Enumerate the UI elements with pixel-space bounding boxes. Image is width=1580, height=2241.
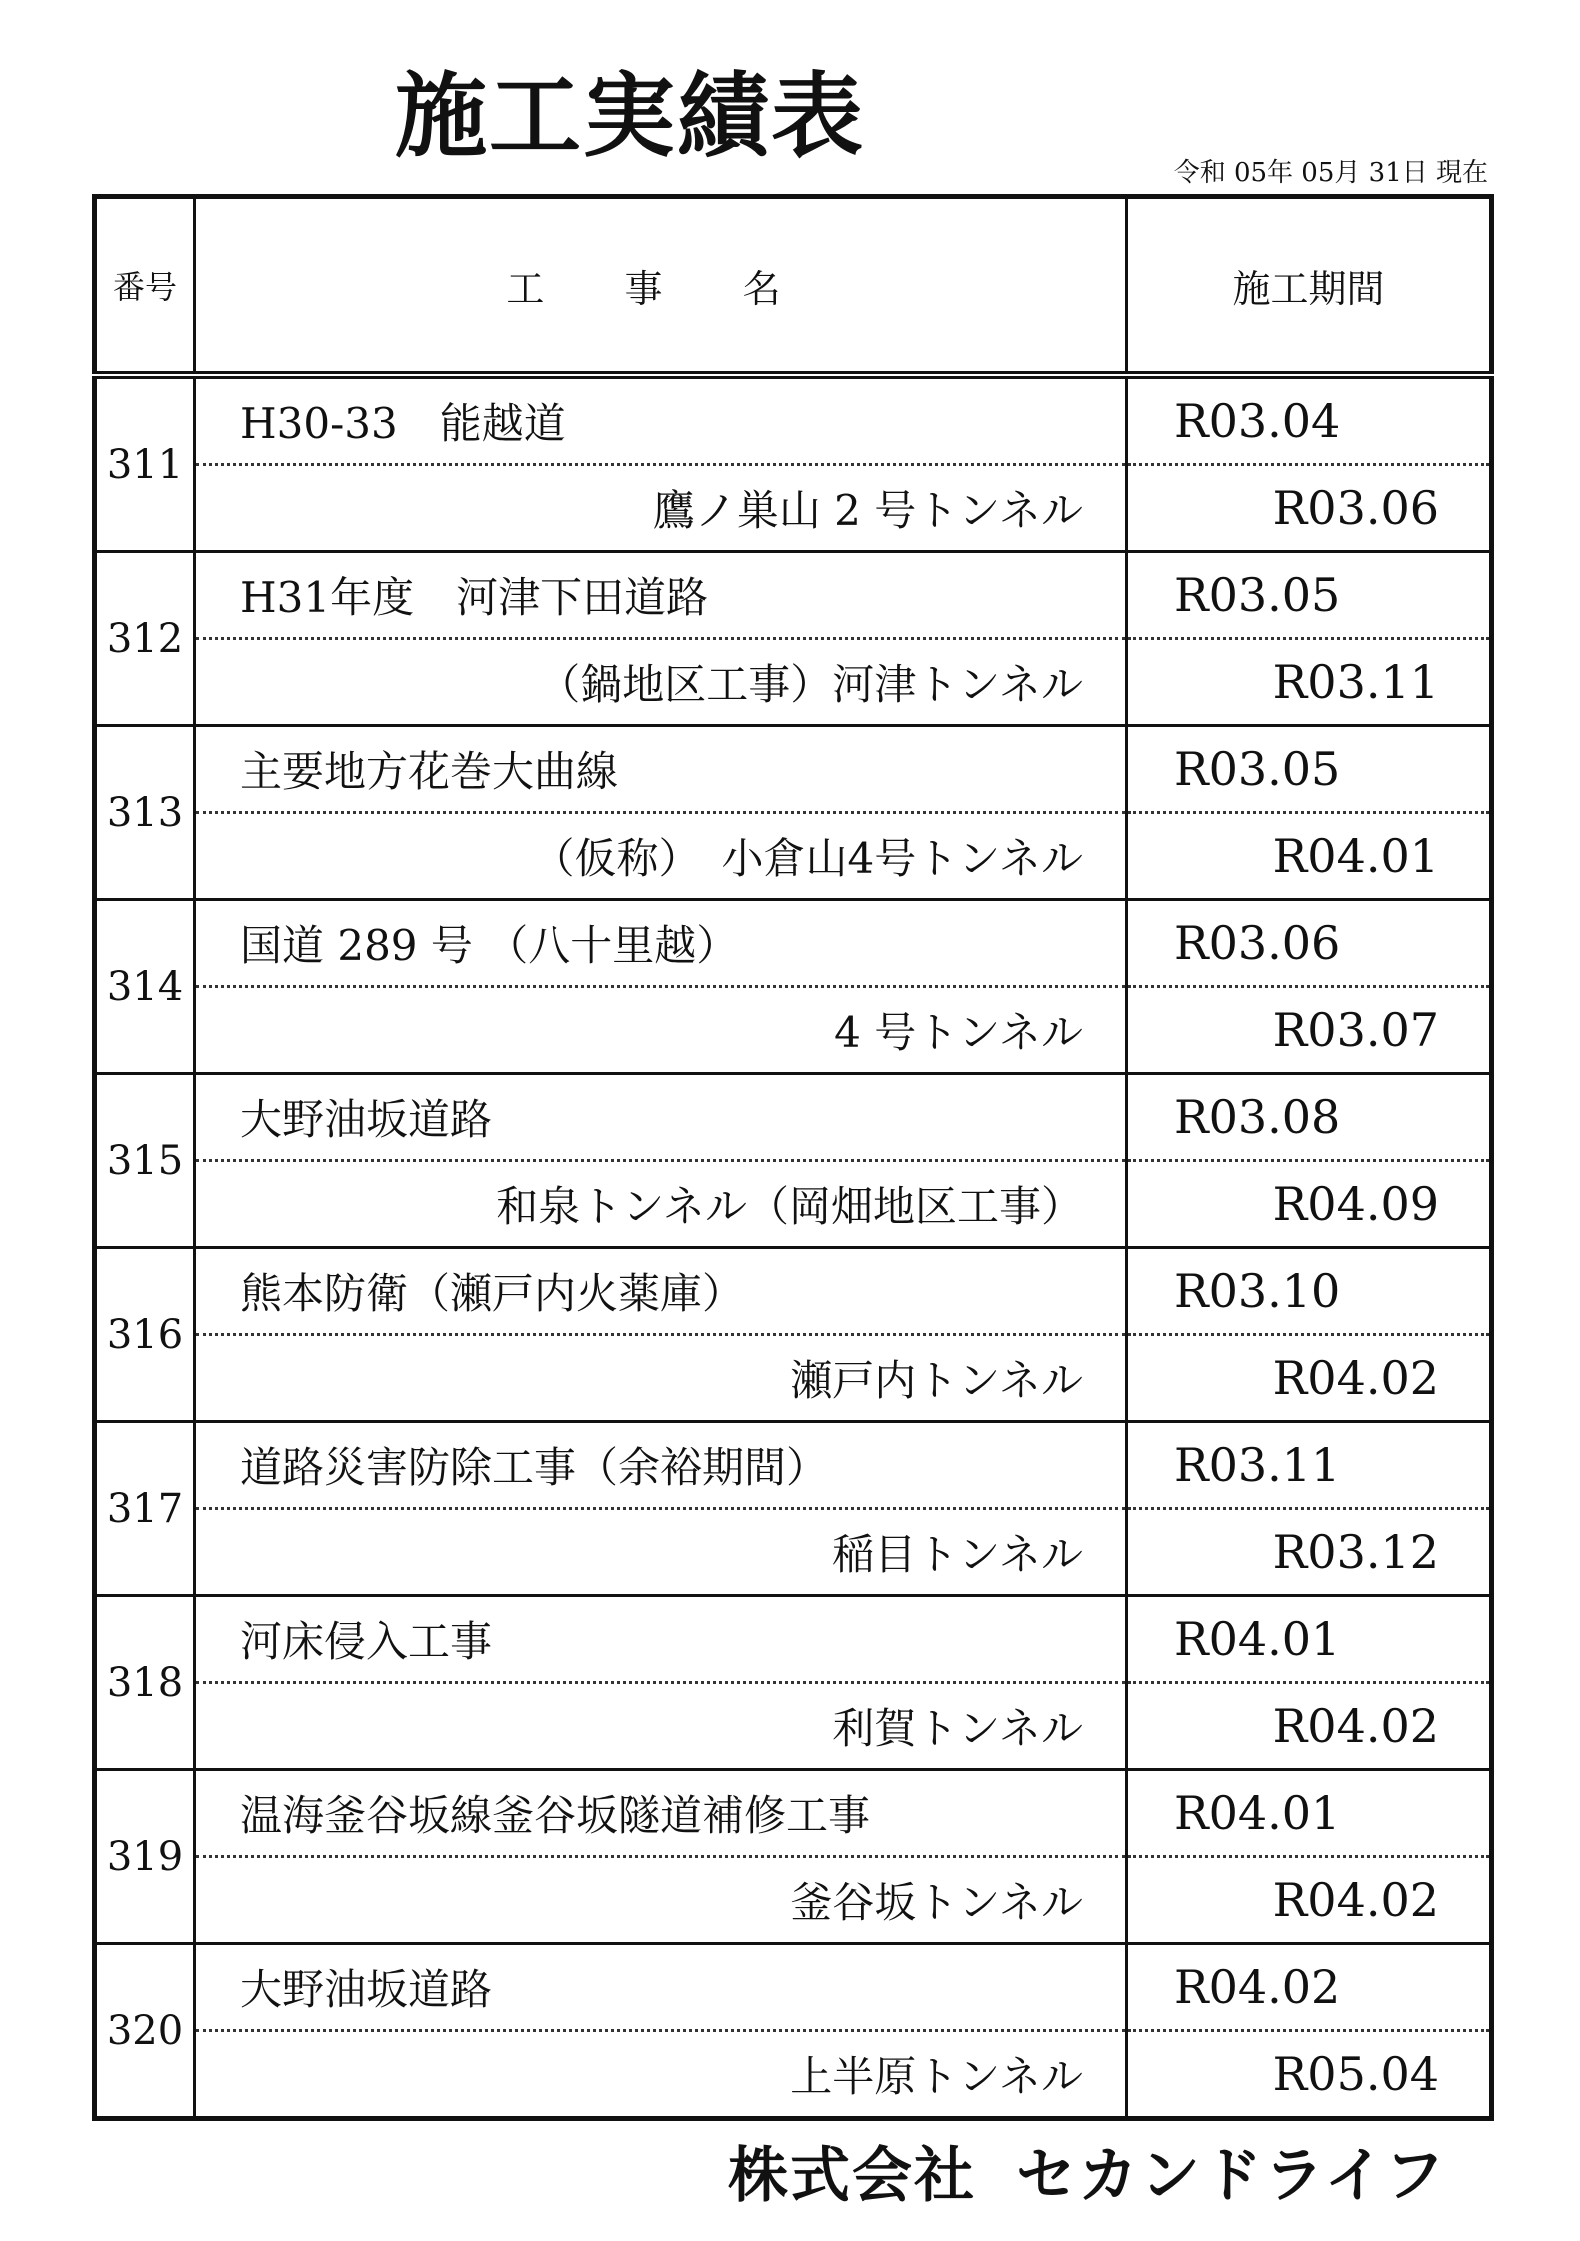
table-row xyxy=(95,1422,1492,1509)
structure-name: （鍋地区工事）河津トンネル xyxy=(195,639,1127,726)
end-period: R03.07 xyxy=(1127,987,1492,1074)
row-number: 313 xyxy=(95,726,195,900)
structure-name: 釜谷坂トンネル xyxy=(195,1857,1127,1944)
table-row xyxy=(95,1248,1492,1335)
project-name: 国道 289 号 （八十里越） xyxy=(195,900,1127,987)
start-period: R04.02 xyxy=(1127,1944,1492,2031)
end-period: R03.06 xyxy=(1127,465,1492,552)
table-row xyxy=(95,726,1492,813)
table-row-detail xyxy=(95,465,1492,552)
table-row xyxy=(95,900,1492,987)
table-row-detail xyxy=(95,1335,1492,1422)
project-name: 温海釜谷坂線釜谷坂隧道補修工事 xyxy=(195,1770,1127,1857)
project-name: 熊本防衛（瀬戸内火薬庫） xyxy=(195,1248,1127,1335)
project-name: H31年度 河津下田道路 xyxy=(195,552,1127,639)
table-row-detail xyxy=(95,1509,1492,1596)
start-period: R04.01 xyxy=(1127,1770,1492,1857)
project-name: 大野油坂道路 xyxy=(195,1944,1127,2031)
end-period: R04.02 xyxy=(1127,1335,1492,1422)
start-period: R03.05 xyxy=(1127,726,1492,813)
company-label: セカンドライフ xyxy=(1016,2141,1447,2211)
row-number: 316 xyxy=(95,1248,195,1422)
row-number: 314 xyxy=(95,900,195,1074)
table-row xyxy=(95,552,1492,639)
table-row-detail xyxy=(95,2031,1492,2119)
column-header-number: 番号 xyxy=(95,197,195,376)
structure-name: 和泉トンネル（岡畑地区工事） xyxy=(195,1161,1127,1248)
project-name: 大野油坂道路 xyxy=(195,1074,1127,1161)
row-number: 315 xyxy=(95,1074,195,1248)
row-number: 311 xyxy=(95,375,195,552)
structure-name: 上半原トンネル xyxy=(195,2031,1127,2119)
row-number: 312 xyxy=(95,552,195,726)
table-row-detail xyxy=(95,1857,1492,1944)
structure-name: 利賀トンネル xyxy=(195,1683,1127,1770)
page-title: 施工実績表 xyxy=(395,62,866,170)
start-period: R03.10 xyxy=(1127,1248,1492,1335)
table-row xyxy=(95,1596,1492,1683)
table-row xyxy=(95,1770,1492,1857)
as-of-date: 令和 05年 05月 31日 現在 xyxy=(1173,158,1488,188)
company-name xyxy=(728,2128,1446,2214)
table-row xyxy=(95,1074,1492,1161)
row-number: 319 xyxy=(95,1770,195,1944)
table-body xyxy=(95,375,1492,2119)
structure-name: （仮称） 小倉山4号トンネル xyxy=(195,813,1127,900)
row-number: 320 xyxy=(95,1944,195,2119)
table-row-detail xyxy=(95,1683,1492,1770)
table-row xyxy=(95,1944,1492,2031)
start-period: R03.11 xyxy=(1127,1422,1492,1509)
project-name: 河床侵入工事 xyxy=(195,1596,1127,1683)
start-period: R04.01 xyxy=(1127,1596,1492,1683)
end-period: R04.01 xyxy=(1127,813,1492,900)
table-row xyxy=(95,375,1492,465)
start-period: R03.04 xyxy=(1127,375,1492,465)
structure-name: 稲目トンネル xyxy=(195,1509,1127,1596)
table-row-detail xyxy=(95,639,1492,726)
works-table xyxy=(92,194,1494,2121)
table-row-detail xyxy=(95,813,1492,900)
project-name: 道路災害防除工事（余裕期間） xyxy=(195,1422,1127,1509)
company-prefix: 株式会社 xyxy=(728,2141,976,2211)
table-row-detail xyxy=(95,987,1492,1074)
table-header-row xyxy=(95,197,1492,376)
structure-name: 鷹ノ巣山 2 号トンネル xyxy=(195,465,1127,552)
column-header-period: 施工期間 xyxy=(1127,197,1492,376)
row-number: 318 xyxy=(95,1596,195,1770)
project-name: 主要地方花巻大曲線 xyxy=(195,726,1127,813)
end-period: R05.04 xyxy=(1127,2031,1492,2119)
end-period: R04.02 xyxy=(1127,1857,1492,1944)
start-period: R03.06 xyxy=(1127,900,1492,987)
start-period: R03.08 xyxy=(1127,1074,1492,1161)
end-period: R04.09 xyxy=(1127,1161,1492,1248)
column-header-name: 工 事 名 xyxy=(195,197,1127,376)
end-period: R03.12 xyxy=(1127,1509,1492,1596)
row-number: 317 xyxy=(95,1422,195,1596)
end-period: R03.11 xyxy=(1127,639,1492,726)
table-row-detail xyxy=(95,1161,1492,1248)
structure-name: 瀬戸内トンネル xyxy=(195,1335,1127,1422)
end-period: R04.02 xyxy=(1127,1683,1492,1770)
structure-name: 4 号トンネル xyxy=(195,987,1127,1074)
start-period: R03.05 xyxy=(1127,552,1492,639)
project-name: H30-33 能越道 xyxy=(195,375,1127,465)
